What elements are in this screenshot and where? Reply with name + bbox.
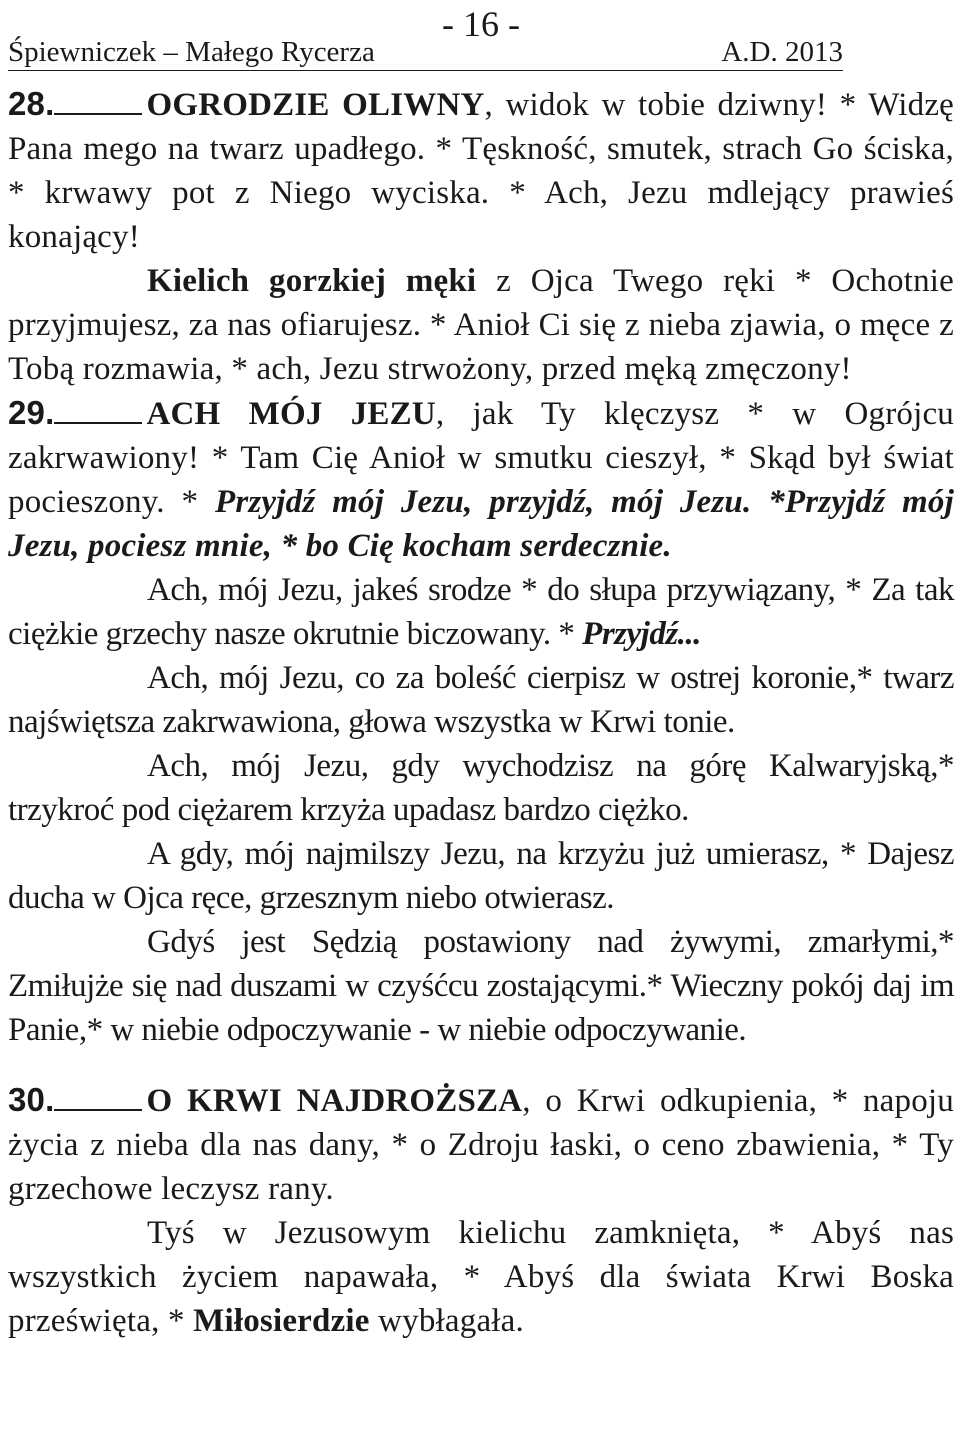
song-title: O KRWI NAJDROŻSZA	[146, 1083, 523, 1119]
verse-text: , o Krwi odkupienia, * napoju życia z nieba dla nas dany, * o Zdroju łaski, o ceno zbawienia, * Ty grzechowe leczysz rany.	[8, 1083, 954, 1207]
song-number: 29.	[8, 394, 55, 431]
verse-text-end: wybłagała.	[369, 1303, 524, 1339]
page-content	[8, 82, 954, 1343]
verse-text: z Ojca Twego ręki * Ochotnie przyjmujesz, za nas ofiarujesz. * Anioł Ci się z nieba zjawia, o męce z Tobą rozmawia, * ach, Jezu strwożony, przed męką zmęczony!	[8, 263, 954, 387]
song-29-verse-5: A gdy, mój najmilszy Jezu, na krzyżu już umierasz, * Dajesz ducha w Ojca ręce, grzesznym niebo otwierasz.	[8, 836, 954, 916]
song-29-condensed-verses	[8, 568, 954, 1052]
underline-blank	[54, 420, 142, 424]
refrain-text: Przyjdź mój Jezu, przyjdź, mój Jezu. *Przyjdź mój Jezu, pociesz mnie, * bo Cię kocham serdecznie.	[8, 484, 954, 564]
song-title: ACH MÓJ JEZU	[146, 396, 436, 432]
verse-text: Tyś w Jezusowym kielichu zamknięta, * Abyś nas wszystkich życiem napawała, * Abyś dla świata Krwi Boska prześwięta, *	[8, 1215, 954, 1339]
song-title: OGRODZIE OLIWNY	[146, 87, 485, 123]
song-number: 30.	[8, 1081, 55, 1118]
running-header	[8, 36, 843, 71]
song-29-verse-2	[8, 568, 954, 656]
section-gap	[8, 1052, 954, 1078]
verse-text: , widok w tobie dziwny! * Widzę Pana mego na twarz upadłego. * Tęskność, smutek, strach Go ściska, * krwawy pot z Niego wyciska. * Ach, Jezu mdlejący prawieś konający!	[8, 87, 955, 255]
song-number: 28.	[8, 85, 55, 122]
songbook-title: Śpiewniczek – Małego Rycerza	[8, 36, 375, 68]
song-29-verse-3: Ach, mój Jezu, co za boleść cierpisz w ostrej koronie,* twarz najświętsza zakrwawiona, głowa wszystka w Krwi tonie.	[8, 660, 954, 740]
song-28-verse-2	[8, 259, 954, 391]
song-28-verse-1	[8, 82, 954, 259]
underline-blank	[54, 111, 142, 115]
verse-bold-text: Kielich gorzkiej męki	[147, 263, 477, 299]
song-29-verse-1	[8, 391, 954, 568]
song-30-verse-2	[8, 1211, 954, 1343]
song-29-verse-4: Ach, mój Jezu, gdy wychodzisz na górę Kalwaryjską,* trzykroć pod ciężarem krzyża upadasz bardzo ciężko.	[8, 748, 954, 828]
song-29-verse-6: Gdyś jest Sędzią postawiony nad żywymi, zmarłymi,* Zmiłujże się nad duszami w czyśćcu zostającymi.* Wieczny pokój daj im Panie,* w niebie odpoczywanie - w niebie odpoczywanie.	[8, 924, 954, 1048]
verse-text: Ach, mój Jezu, jakeś srodze * do słupa przywiązany, * Za tak ciężkie grzechy nasze okrutnie biczowany. *	[8, 572, 954, 652]
song-30-verse-1	[8, 1078, 954, 1211]
verse-text: , jak Ty klęczysz * w Ogrójcu zakrwawiony! * Tam Cię Anioł w smutku cieszył, * Skąd był świat pocieszony. *	[8, 396, 954, 520]
verse-bold-text: Miłosierdzie	[193, 1303, 370, 1339]
underline-blank	[54, 1107, 142, 1111]
publication-year: A.D. 2013	[721, 36, 843, 68]
refrain-short: Przyjdź...	[582, 616, 701, 652]
page-number: - 16 -	[442, 4, 520, 44]
